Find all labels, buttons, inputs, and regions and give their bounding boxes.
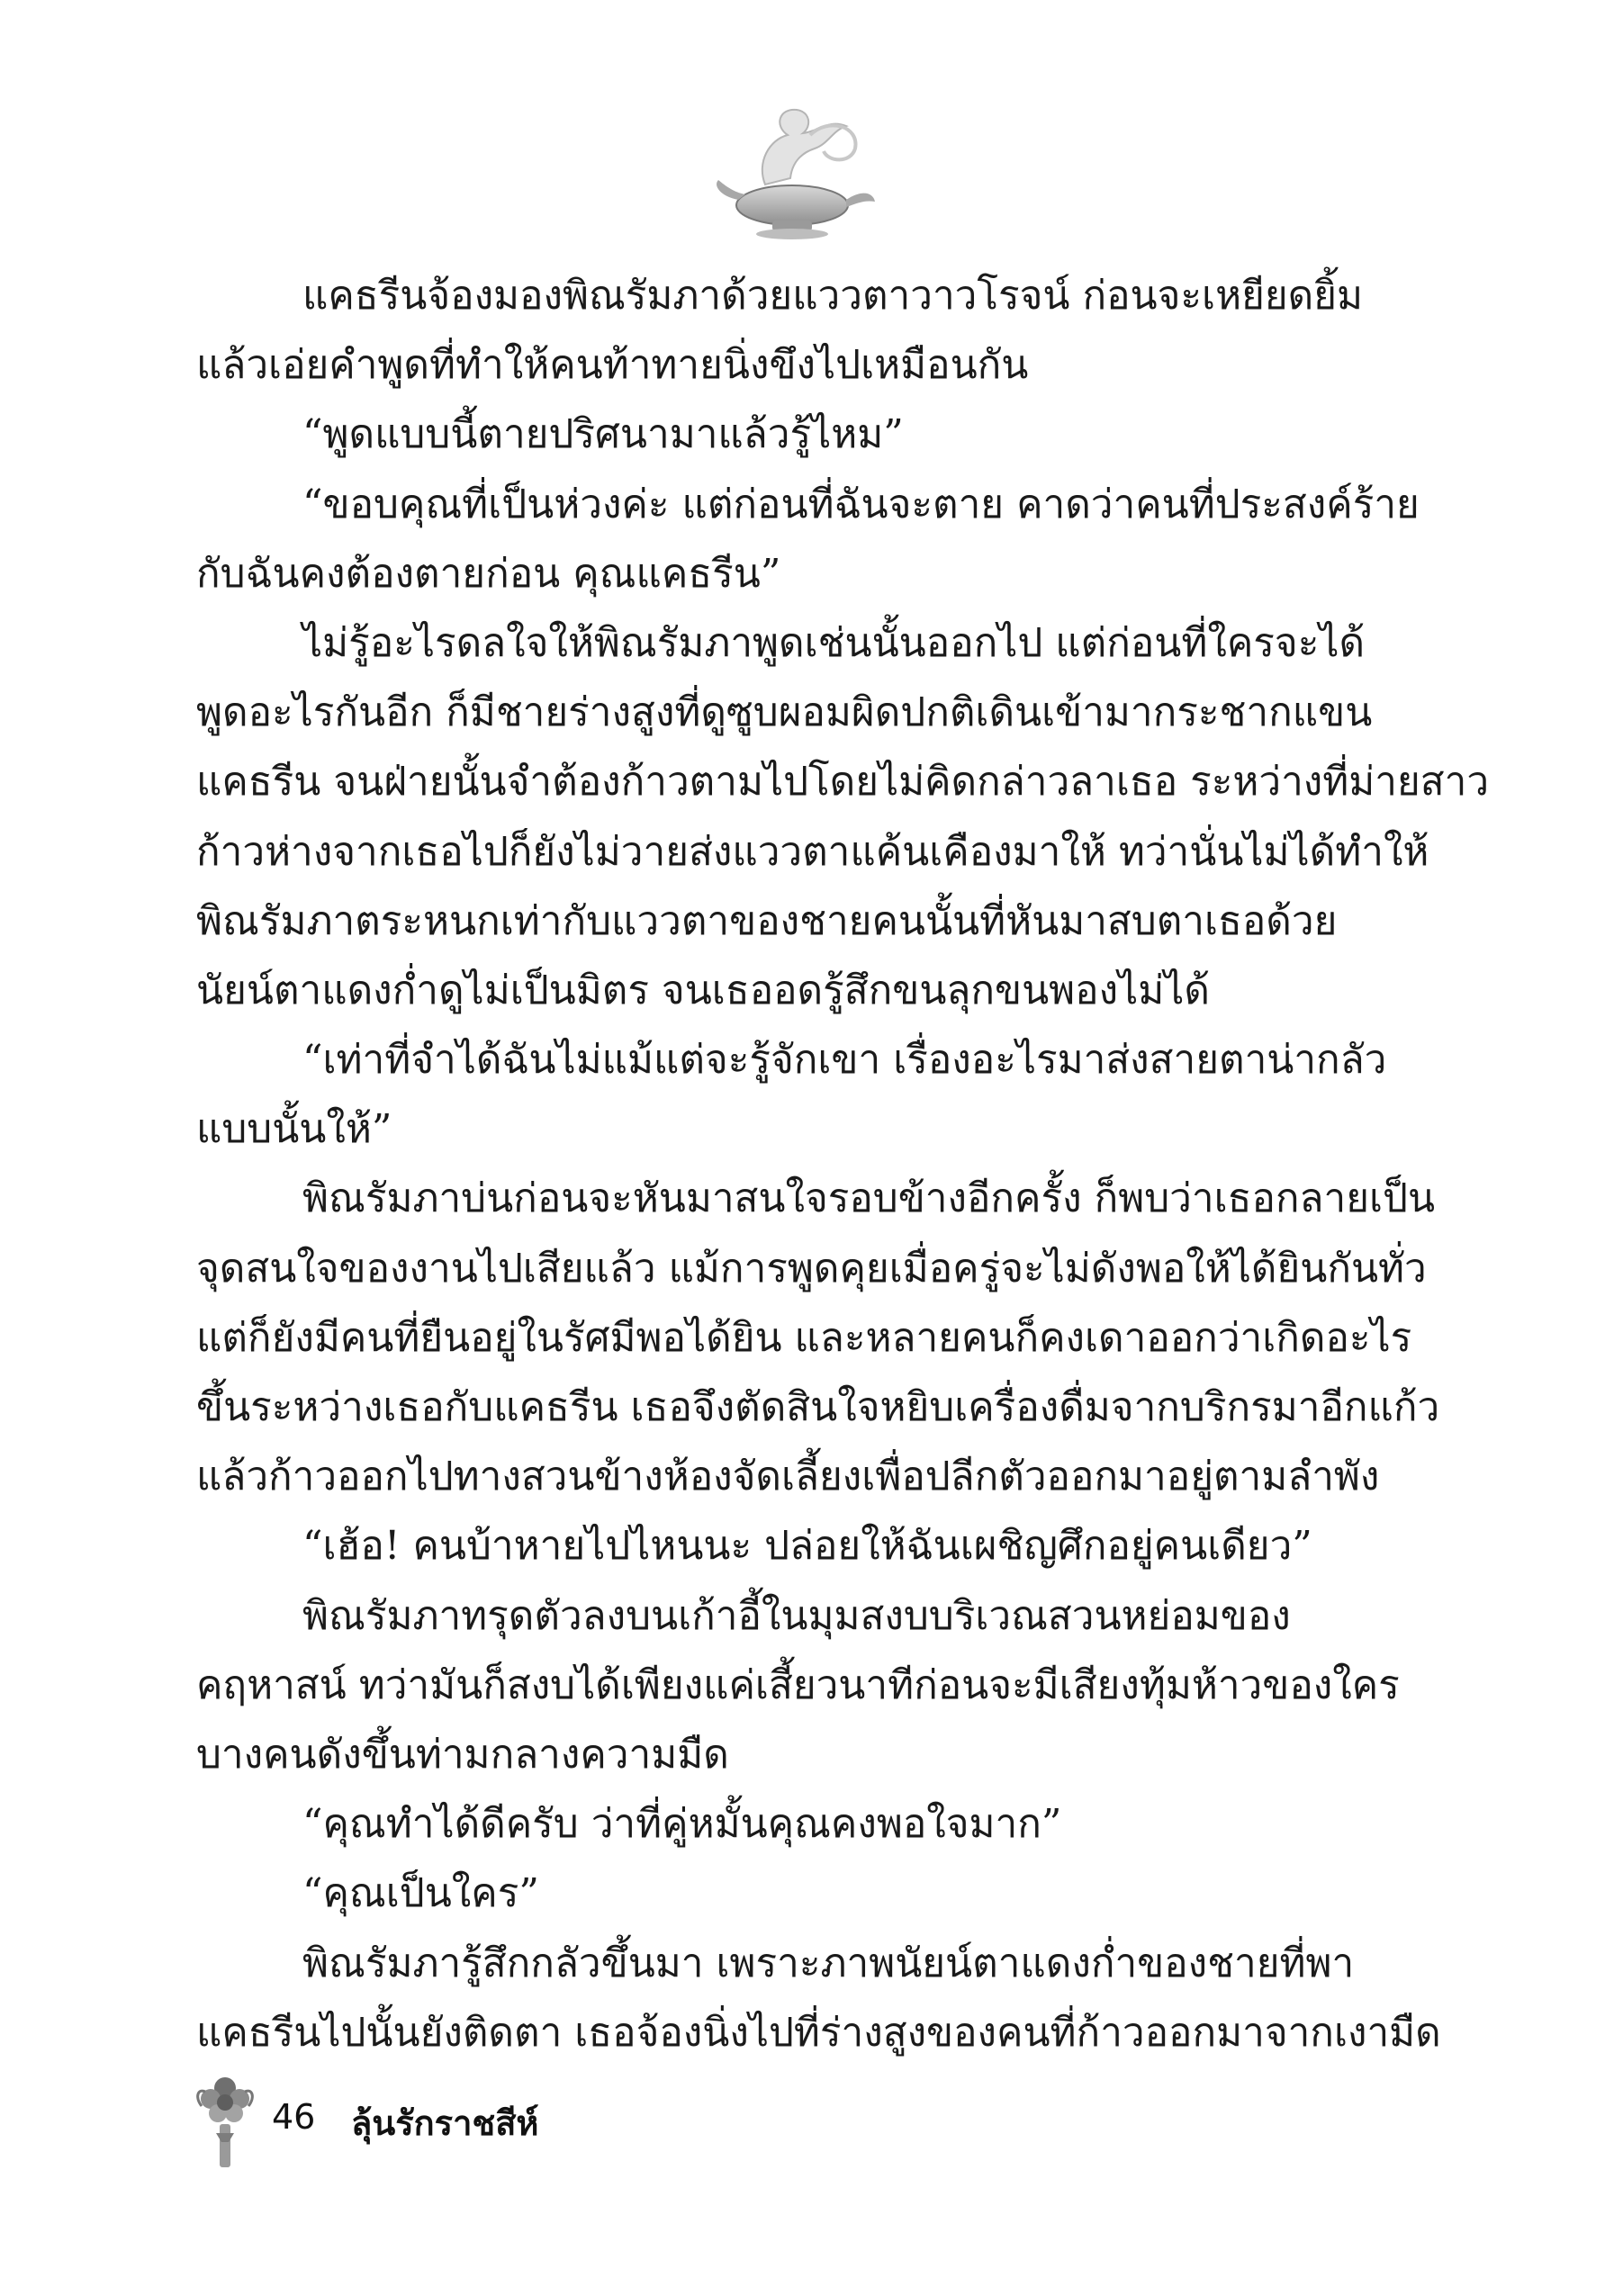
flower-bouquet-icon [189, 2070, 261, 2169]
text-line: “ขอบคุณที่เป็นห่วงค่ะ แต่ก่อนที่ฉันจะตาย คาดว่าคนที่ประสงค์ร้าย [302, 481, 1420, 527]
text-line: แล้วก้าวออกไปทางสวนข้างห้องจัดเลี้ยงเพื่อปลีกตัวออกมาอยู่ตามลำพัง [196, 1454, 1380, 1500]
text-line: พิณรัมภาทรุดตัวลงบนเก้าอี้ในมุมสงบบริเวณสวนหย่อมของ [302, 1592, 1291, 1639]
text-line: ขึ้นระหว่างเธอกับแคธรีน เธอจึงตัดสินใจหยิบเครื่องดื่มจากบริกรมาอีกแก้ว [196, 1384, 1440, 1430]
text-line: แต่ก็ยังมีคนที่ยืนอยู่ในรัศมีพอได้ยิน และหลายคนก็คงเดาออกว่าเกิดอะไร [196, 1314, 1412, 1361]
text-line: พูดอะไรกันอีก ก็มีชายร่างสูงที่ดูซูบผอมผิดปกติเดินเข้ามากระชากแขน [196, 689, 1373, 736]
text-line: บางคนดังขึ้นท่ามกลางความมืด [196, 1731, 729, 1778]
text-line: “คุณทำได้ดีครับ ว่าที่คู่หมั้นคุณคงพอใจมาก” [302, 1801, 1062, 1848]
text-line: พิณรัมภาบ่นก่อนจะหันมาสนใจรอบข้างอีกครั้ง ก็พบว่าเธอกลายเป็น [302, 1175, 1436, 1222]
text-line: “เฮ้อ! คนบ้าหายไปไหนนะ ปล่อยให้ฉันเผชิญศึกอยู่คนเดียว” [302, 1523, 1312, 1570]
text-line: นัยน์ตาแดงก่ำดูไม่เป็นมิตร จนเธออดรู้สึกขนลุกขนพองไม่ได้ [196, 967, 1210, 1013]
body-text [196, 261, 1490, 2067]
text-line: “คุณเป็นใคร” [302, 1870, 539, 1917]
text-line: พิณรัมภาตระหนกเท่ากับแววตาของชายคนนั้นที่หันมาสบตาเธอด้วย [196, 897, 1338, 944]
book-title: ลุ้นรักราชสีห์ [351, 2103, 539, 2143]
text-line: “พูดแบบนี้ตายปริศนามาแล้วรู้ไหม” [302, 411, 904, 458]
text-line: ไม่รู้อะไรดลใจให้พิณรัมภาพูดเช่นนั้นออกไป แต่ก่อนที่ใครจะได้ [302, 619, 1366, 666]
text-line: คฤหาสน์ ทว่ามันก็สงบได้เพียงแค่เสี้ยวนาทีก่อนจะมีเสียงทุ้มห้าวของใคร [196, 1661, 1400, 1708]
page-number: 46 [272, 2097, 316, 2137]
text-line: “เท่าที่จำได้ฉันไม่แม้แต่จะรู้จักเขา เรื่องอะไรมาส่งสายตาน่ากลัว [302, 1037, 1387, 1084]
text-line: จุดสนใจของงานไปเสียแล้ว แม้การพูดคุยเมื่อครู่จะไม่ดังพอให้ได้ยินกันทั่ว [196, 1245, 1427, 1292]
text-line: แคธรีนจ้องมองพิณรัมภาด้วยแววตาวาวโรจน์ ก่อนจะเหยียดยิ้ม [302, 273, 1364, 319]
text-line: แคธรีนไปนั้นยังติดตา เธอจ้องนิ่งไปที่ร่างสูงของคนที่ก้าวออกมาจากเงามืด [196, 2009, 1441, 2056]
text-line: แล้วเอ่ยคำพูดที่ทำให้คนท้าทายนิ่งขึงไปเหมือนกัน [196, 342, 1029, 389]
text-line: ก้าวห่างจากเธอไปก็ยังไม่วายส่งแววตาแค้นเคืองมาให้ ทว่านั่นไม่ได้ทำให้ [196, 828, 1429, 875]
text-line: กับฉันคงต้องตายก่อน คุณแคธรีน” [196, 550, 781, 597]
page-footer [189, 2070, 729, 2169]
text-line: แบบนั้นให้” [196, 1106, 392, 1153]
genie-lamp-icon [702, 99, 882, 243]
text-line: พิณรัมภารู้สึกกลัวขึ้นมา เพราะภาพนัยน์ตาแดงก่ำของชายที่พา [302, 1940, 1355, 1986]
text-line: แคธรีน จนฝ่ายนั้นจำต้องก้าวตามไปโดยไม่คิดกล่าวลาเธอ ระหว่างที่ม่ายสาว [196, 759, 1490, 806]
